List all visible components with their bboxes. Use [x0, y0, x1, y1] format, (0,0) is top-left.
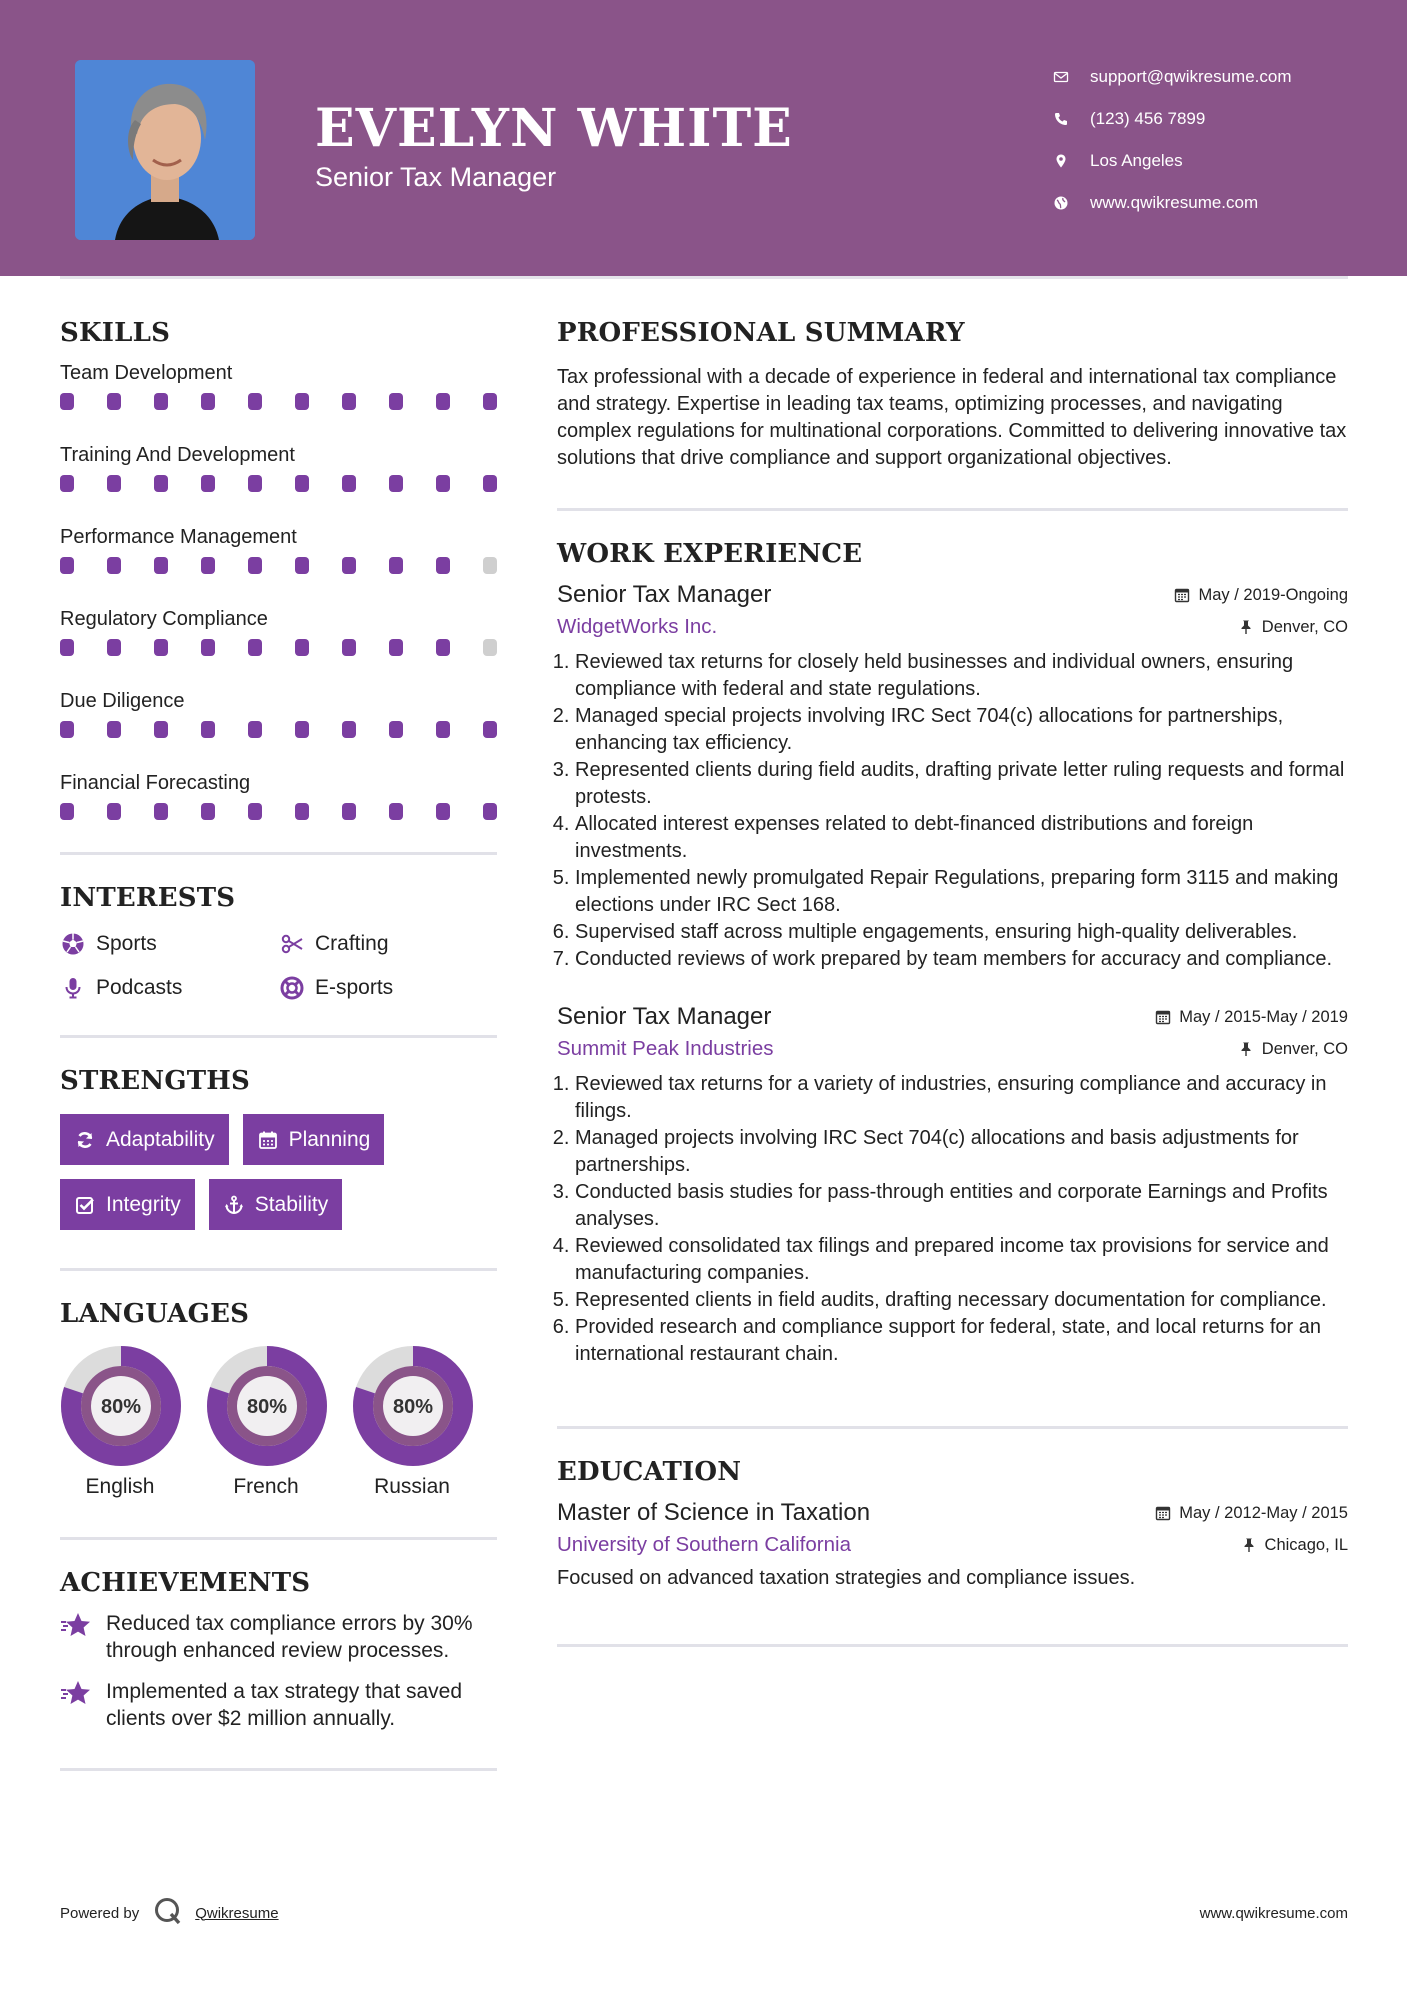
job-location-text: Denver, CO: [1261, 617, 1348, 636]
rating-dot-filled: [107, 475, 121, 492]
skill-item: [60, 602, 497, 676]
left-column: [60, 318, 497, 1771]
interest-label: E-sports: [315, 976, 394, 999]
job-company-row: [557, 615, 1348, 639]
achievement-item: [60, 1678, 497, 1732]
interests-section: [60, 883, 497, 1005]
rating-dot-filled: [483, 393, 497, 410]
strength-tag-planning: [243, 1114, 385, 1165]
rating-dot-filled: [342, 639, 356, 656]
powered-by-text: Powered by: [60, 1904, 140, 1922]
rating-dot-filled: [295, 393, 309, 410]
language-progress-ring: [206, 1345, 328, 1467]
achievement-item: [60, 1610, 497, 1664]
rating-dot-filled: [107, 639, 121, 656]
jobs-list: [557, 581, 1348, 1368]
education-location: [1241, 1536, 1348, 1555]
envelope-icon: [1050, 66, 1072, 88]
experience-heading: WORK EXPERIENCE: [557, 539, 863, 569]
rating-dot-filled: [60, 393, 74, 410]
strengths-heading: STRENGTHS: [60, 1066, 251, 1096]
scissors-icon: [279, 931, 305, 957]
strengths-section: [60, 1066, 497, 1230]
language-name: Russian: [374, 1475, 450, 1498]
contact-email-text: support@qwikresume.com: [1090, 67, 1292, 86]
skill-item: [60, 520, 497, 594]
education-location-text: Chicago, IL: [1264, 1535, 1348, 1554]
calendar-icon: [1155, 1009, 1171, 1025]
summary-heading: PROFESSIONAL SUMMARY: [557, 318, 965, 348]
candidate-name: EVELYN WHITE: [315, 98, 793, 159]
rating-dot-filled: [295, 803, 309, 820]
map-pin-icon: [1050, 150, 1072, 172]
school-name: University of Southern California: [557, 1533, 851, 1556]
education-entry: [557, 1499, 1348, 1592]
check-square-icon: [74, 1194, 96, 1216]
skill-rating: [60, 718, 497, 758]
degree-title: Master of Science in Taxation: [557, 1499, 871, 1526]
responsibility-item: 1. Reviewed tax returns for a variety of industries, ensuring compliance and accuracy in filings.: [575, 1071, 1348, 1125]
interest-label: Crafting: [315, 932, 389, 955]
rating-dot-empty: [483, 639, 497, 656]
language-item: [206, 1345, 326, 1499]
job-location: [1238, 1040, 1348, 1059]
rating-dot-filled: [154, 721, 168, 738]
rating-dot-filled: [389, 393, 403, 410]
microphone-icon: [60, 975, 86, 1001]
rating-dot-filled: [248, 721, 262, 738]
footer-website[interactable]: www.qwikresume.com: [1199, 1905, 1348, 1922]
rating-dot-filled: [154, 803, 168, 820]
job-location-text: Denver, CO: [1261, 1039, 1348, 1058]
company-name: WidgetWorks Inc.: [557, 615, 718, 638]
interests-list: [60, 927, 497, 1005]
education-date-text: May / 2012-May / 2015: [1179, 1503, 1348, 1522]
rating-dot-filled: [60, 557, 74, 574]
achievements-section: [60, 1568, 497, 1732]
rating-dot-filled: [201, 393, 215, 410]
job-title: Senior Tax Manager: [557, 1003, 772, 1030]
star-icon: [60, 1610, 92, 1642]
job-responsibilities: [557, 1071, 1348, 1368]
interest-item-podcasts: [60, 971, 279, 1005]
right-column: [557, 318, 1348, 1647]
achievements-heading: ACHIEVEMENTS: [60, 1568, 311, 1598]
calendar-icon: [1155, 1505, 1171, 1521]
pushpin-icon: [1241, 1537, 1257, 1553]
section-divider: [60, 1537, 497, 1540]
skill-rating: [60, 800, 497, 840]
responsibility-item: 4. Reviewed consolidated tax filings and prepared income tax provisions for service and manufacturing companies.: [575, 1233, 1348, 1287]
skill-rating: [60, 390, 497, 430]
rating-dot-filled: [436, 803, 450, 820]
resume-header: [0, 0, 1407, 276]
job-title: Senior Tax Manager: [557, 581, 772, 608]
education-row: [557, 1499, 1348, 1527]
summary-text: Tax professional with a decade of experience in federal and international tax compliance and strategy. Expertise in leading tax teams, optimizing processes, and navigating complex regulations for multinational corporations. Committed to delivering innovative tax solutions that drive compliance and support organizational objectives.: [557, 366, 1347, 469]
rating-dot-filled: [389, 475, 403, 492]
section-divider: [557, 508, 1348, 511]
languages-list: [60, 1345, 497, 1499]
rating-dot-filled: [295, 639, 309, 656]
section-divider: [60, 1768, 497, 1771]
rating-dot-filled: [342, 475, 356, 492]
contact-list: [1050, 56, 1292, 224]
language-item: [60, 1345, 180, 1499]
language-name: English: [85, 1475, 155, 1498]
job-header-row: [557, 1003, 1348, 1031]
pushpin-icon: [1238, 1041, 1254, 1057]
rating-dot-filled: [483, 475, 497, 492]
contact-email[interactable]: [1050, 56, 1292, 98]
rating-dot-filled: [295, 721, 309, 738]
star-icon: [60, 1678, 92, 1710]
pushpin-icon: [1238, 619, 1254, 635]
job-header-row: [557, 581, 1348, 609]
job-date: [1174, 586, 1348, 605]
job-location: [1238, 618, 1348, 637]
strength-label: Adaptability: [106, 1127, 215, 1151]
education-section: [557, 1457, 1348, 1592]
rating-dot-filled: [201, 803, 215, 820]
responsibility-item: 2. Managed projects involving IRC Sect 704(c) allocations and basis adjustments for partnerships.: [575, 1125, 1348, 1179]
skill-rating: [60, 472, 497, 512]
section-divider: [60, 1268, 497, 1271]
rating-dot-empty: [483, 557, 497, 574]
interest-item-sports: [60, 927, 279, 961]
rating-dot-filled: [248, 475, 262, 492]
skills-heading: SKILLS: [60, 318, 171, 348]
language-item: [352, 1345, 472, 1499]
job-entry: [557, 581, 1348, 973]
skills-list: [60, 356, 497, 840]
job-entry: [557, 1003, 1348, 1368]
footer-powered-by: [60, 1896, 279, 1930]
skill-item: [60, 766, 497, 840]
strength-tag-adaptability: [60, 1114, 229, 1165]
rating-dot-filled: [342, 721, 356, 738]
contact-website[interactable]: [1050, 182, 1292, 224]
skill-item: [60, 438, 497, 512]
rating-dot-filled: [201, 639, 215, 656]
strengths-list: [60, 1114, 497, 1230]
skill-name: Financial Forecasting: [60, 772, 251, 794]
rating-dot-filled: [248, 639, 262, 656]
rating-dot-filled: [107, 721, 121, 738]
language-percent-label: 80%: [246, 1396, 288, 1418]
job-date-text: May / 2019-Ongoing: [1198, 585, 1348, 604]
skill-name: Regulatory Compliance: [60, 608, 268, 630]
contact-location-text: Los Angeles: [1090, 151, 1183, 170]
strength-tag-integrity: [60, 1179, 195, 1230]
rating-dot-filled: [154, 475, 168, 492]
skill-name: Performance Management: [60, 526, 297, 548]
interest-label: Sports: [96, 932, 157, 955]
rating-dot-filled: [389, 639, 403, 656]
language-progress-ring: [352, 1345, 474, 1467]
skill-rating: [60, 636, 497, 676]
education-heading: EDUCATION: [557, 1457, 742, 1487]
soccer-ball-icon: [60, 931, 86, 957]
responsibility-item: 6. Provided research and compliance support for federal, state, and local returns for an international restaurant chain.: [575, 1314, 1348, 1368]
strength-tag-stability: [209, 1179, 343, 1230]
rating-dot-filled: [201, 475, 215, 492]
job-company-row: [557, 1037, 1348, 1061]
responsibility-item: 2. Managed special projects involving IRC Sect 704(c) allocations for partnerships, enhancing tax efficiency.: [575, 703, 1348, 757]
responsibility-item: 5. Represented clients in field audits, drafting necessary documentation for compliance.: [575, 1287, 1348, 1314]
languages-heading: LANGUAGES: [60, 1299, 250, 1329]
responsibility-item: 6. Supervised staff across multiple engagements, ensuring high-quality deliverables.: [575, 919, 1348, 946]
language-progress-ring: [60, 1345, 182, 1467]
rating-dot-filled: [248, 803, 262, 820]
contact-phone-text: (123) 456 7899: [1090, 109, 1206, 128]
rating-dot-filled: [60, 475, 74, 492]
section-divider: [60, 1035, 497, 1038]
rating-dot-filled: [389, 721, 403, 738]
responsibility-item: 5. Implemented newly promulgated Repair Regulations, preparing form 3115 and making elections under IRC Sect 168.: [575, 865, 1348, 919]
contact-location: [1050, 140, 1292, 182]
globe-icon: [1050, 192, 1072, 214]
rating-dot-filled: [295, 557, 309, 574]
rating-dot-filled: [60, 803, 74, 820]
skill-name: Team Development: [60, 362, 233, 384]
refresh-icon: [74, 1129, 96, 1151]
rating-dot-filled: [60, 721, 74, 738]
rating-dot-filled: [248, 557, 262, 574]
contact-website-text: www.qwikresume.com: [1090, 193, 1259, 212]
responsibility-item: 3. Represented clients during field audits, drafting private letter ruling requests and formal protests.: [575, 757, 1348, 811]
rating-dot-filled: [154, 639, 168, 656]
responsibility-item: 3. Conducted basis studies for pass-through entities and corporate Earnings and Profits analyses.: [575, 1179, 1348, 1233]
skills-section: [60, 318, 497, 840]
education-row: [557, 1533, 1348, 1557]
life-ring-icon: [279, 975, 305, 1001]
calendar-icon: [1174, 587, 1190, 603]
language-name: French: [233, 1475, 299, 1498]
rating-dot-filled: [107, 803, 121, 820]
interests-heading: INTERESTS: [60, 883, 236, 913]
rating-dot-filled: [389, 803, 403, 820]
rating-dot-filled: [154, 557, 168, 574]
profile-photo: [75, 60, 255, 240]
languages-section: [60, 1299, 497, 1499]
header-divider: [60, 276, 1348, 279]
phone-icon: [1050, 108, 1072, 130]
education-description: Focused on advanced taxation strategies and compliance issues.: [557, 1567, 1136, 1589]
section-divider: [60, 852, 497, 855]
qwikresume-link[interactable]: Qwikresume: [195, 1904, 279, 1922]
responsibility-item: 1. Reviewed tax returns for closely held businesses and individual owners, ensuring compliance with federal and state regulations.: [575, 649, 1348, 703]
rating-dot-filled: [436, 639, 450, 656]
responsibility-item: 4. Allocated interest expenses related to debt-financed distributions and foreign investments.: [575, 811, 1348, 865]
rating-dot-filled: [436, 393, 450, 410]
education-date: [1155, 1504, 1348, 1523]
job-date-text: May / 2015-May / 2019: [1179, 1007, 1348, 1026]
strength-label: Planning: [288, 1127, 371, 1151]
section-divider: [557, 1426, 1348, 1429]
rating-dot-filled: [436, 475, 450, 492]
skill-item: [60, 356, 497, 430]
rating-dot-filled: [436, 557, 450, 574]
achievement-text: Reduced tax compliance errors by 30% through enhanced review processes.: [106, 1612, 473, 1662]
experience-section: [557, 539, 1348, 1368]
language-percent-label: 80%: [392, 1396, 434, 1418]
rating-dot-filled: [342, 557, 356, 574]
interest-item-crafting: [279, 927, 498, 961]
rating-dot-filled: [483, 803, 497, 820]
skill-rating: [60, 554, 497, 594]
rating-dot-filled: [342, 803, 356, 820]
rating-dot-filled: [107, 393, 121, 410]
rating-dot-filled: [154, 393, 168, 410]
anchor-icon: [223, 1194, 245, 1216]
rating-dot-filled: [60, 639, 74, 656]
summary-section: [557, 318, 1348, 472]
skill-item: [60, 684, 497, 758]
qwikresume-logo-icon: [153, 1896, 183, 1930]
rating-dot-filled: [389, 557, 403, 574]
responsibility-item: 7. Conducted reviews of work prepared by team members for accuracy and compliance.: [575, 946, 1348, 973]
contact-phone[interactable]: [1050, 98, 1292, 140]
section-divider: [557, 1644, 1348, 1647]
calendar-icon: [257, 1129, 279, 1151]
company-name: Summit Peak Industries: [557, 1037, 774, 1060]
achievement-text: Implemented a tax strategy that saved clients over $2 million annually.: [106, 1680, 463, 1730]
rating-dot-filled: [342, 393, 356, 410]
interest-item-esports: [279, 971, 498, 1005]
rating-dot-filled: [201, 721, 215, 738]
candidate-title: Senior Tax Manager: [315, 162, 557, 192]
skill-name: Due Diligence: [60, 690, 185, 712]
job-responsibilities: [557, 649, 1348, 973]
strength-label: Stability: [254, 1192, 329, 1216]
language-percent-label: 80%: [100, 1396, 142, 1418]
rating-dot-filled: [201, 557, 215, 574]
rating-dot-filled: [483, 721, 497, 738]
rating-dot-filled: [107, 557, 121, 574]
skill-name: Training And Development: [60, 444, 295, 466]
rating-dot-filled: [436, 721, 450, 738]
rating-dot-filled: [248, 393, 262, 410]
interest-label: Podcasts: [96, 976, 183, 999]
job-date: [1155, 1008, 1348, 1027]
rating-dot-filled: [295, 475, 309, 492]
strength-label: Integrity: [106, 1192, 181, 1216]
